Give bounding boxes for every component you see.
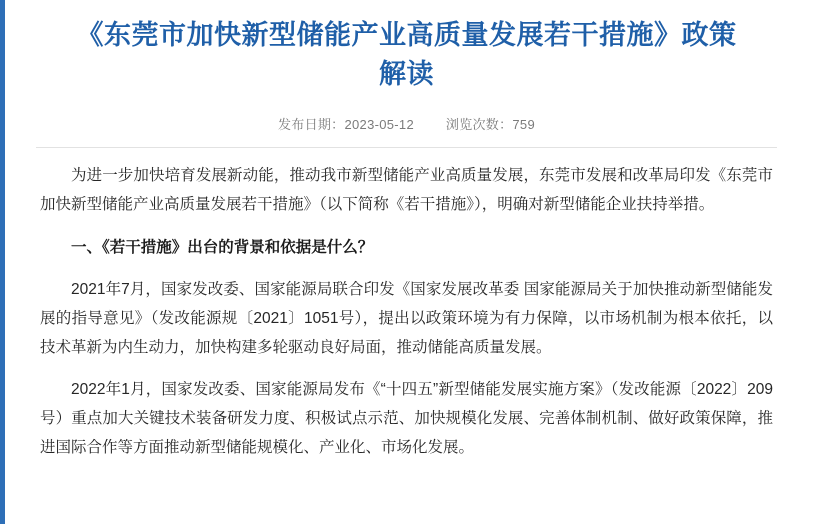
document-body <box>28 162 785 462</box>
paragraph: 2022年1月，国家发改委、国家能源局发布《“十四五”新型储能发展实施方案》（发改能源〔2022〕209号）重点加大关键技术装备研发力度、积极试点示范、加快规模化发展、完善体制机制、做好政策保障，推进国际合作等方面推动新型储能规模化、产业化、市场化发展。 <box>40 381 773 456</box>
document-meta <box>28 114 785 133</box>
page-title: 《东莞市加快新型储能产业高质量发展若干措施》政策解读 <box>76 20 737 90</box>
left-accent-bar <box>0 0 5 524</box>
section-heading: 一、《若干措施》出台的背景和依据是什么？ <box>71 238 374 256</box>
publish-date: 发布日期：2023-05-12 <box>277 117 414 133</box>
paragraph: 2021年7月，国家发改委、国家能源局联合印发《国家发展改革委 国家能源局关于加快推动新型储能发展的指导意见》（发改能源规〔2021〕1051号），提出以政策环境为有力保障，以市场机制为根本依托，以技术革新为内生动力，加快构建多轮驱动良好局面，推动储能高质量发展。 <box>40 281 773 356</box>
view-count: 浏览次数：759 <box>445 117 535 133</box>
meta-divider <box>36 147 777 148</box>
paragraph: 为进一步加快培育发展新动能，推动我市新型储能产业高质量发展，东莞市发展和改革局印发《东莞市加快新型储能产业高质量发展若干措施》（以下简称《若干措施》），明确对新型储能企业扶持举措。 <box>40 167 773 213</box>
